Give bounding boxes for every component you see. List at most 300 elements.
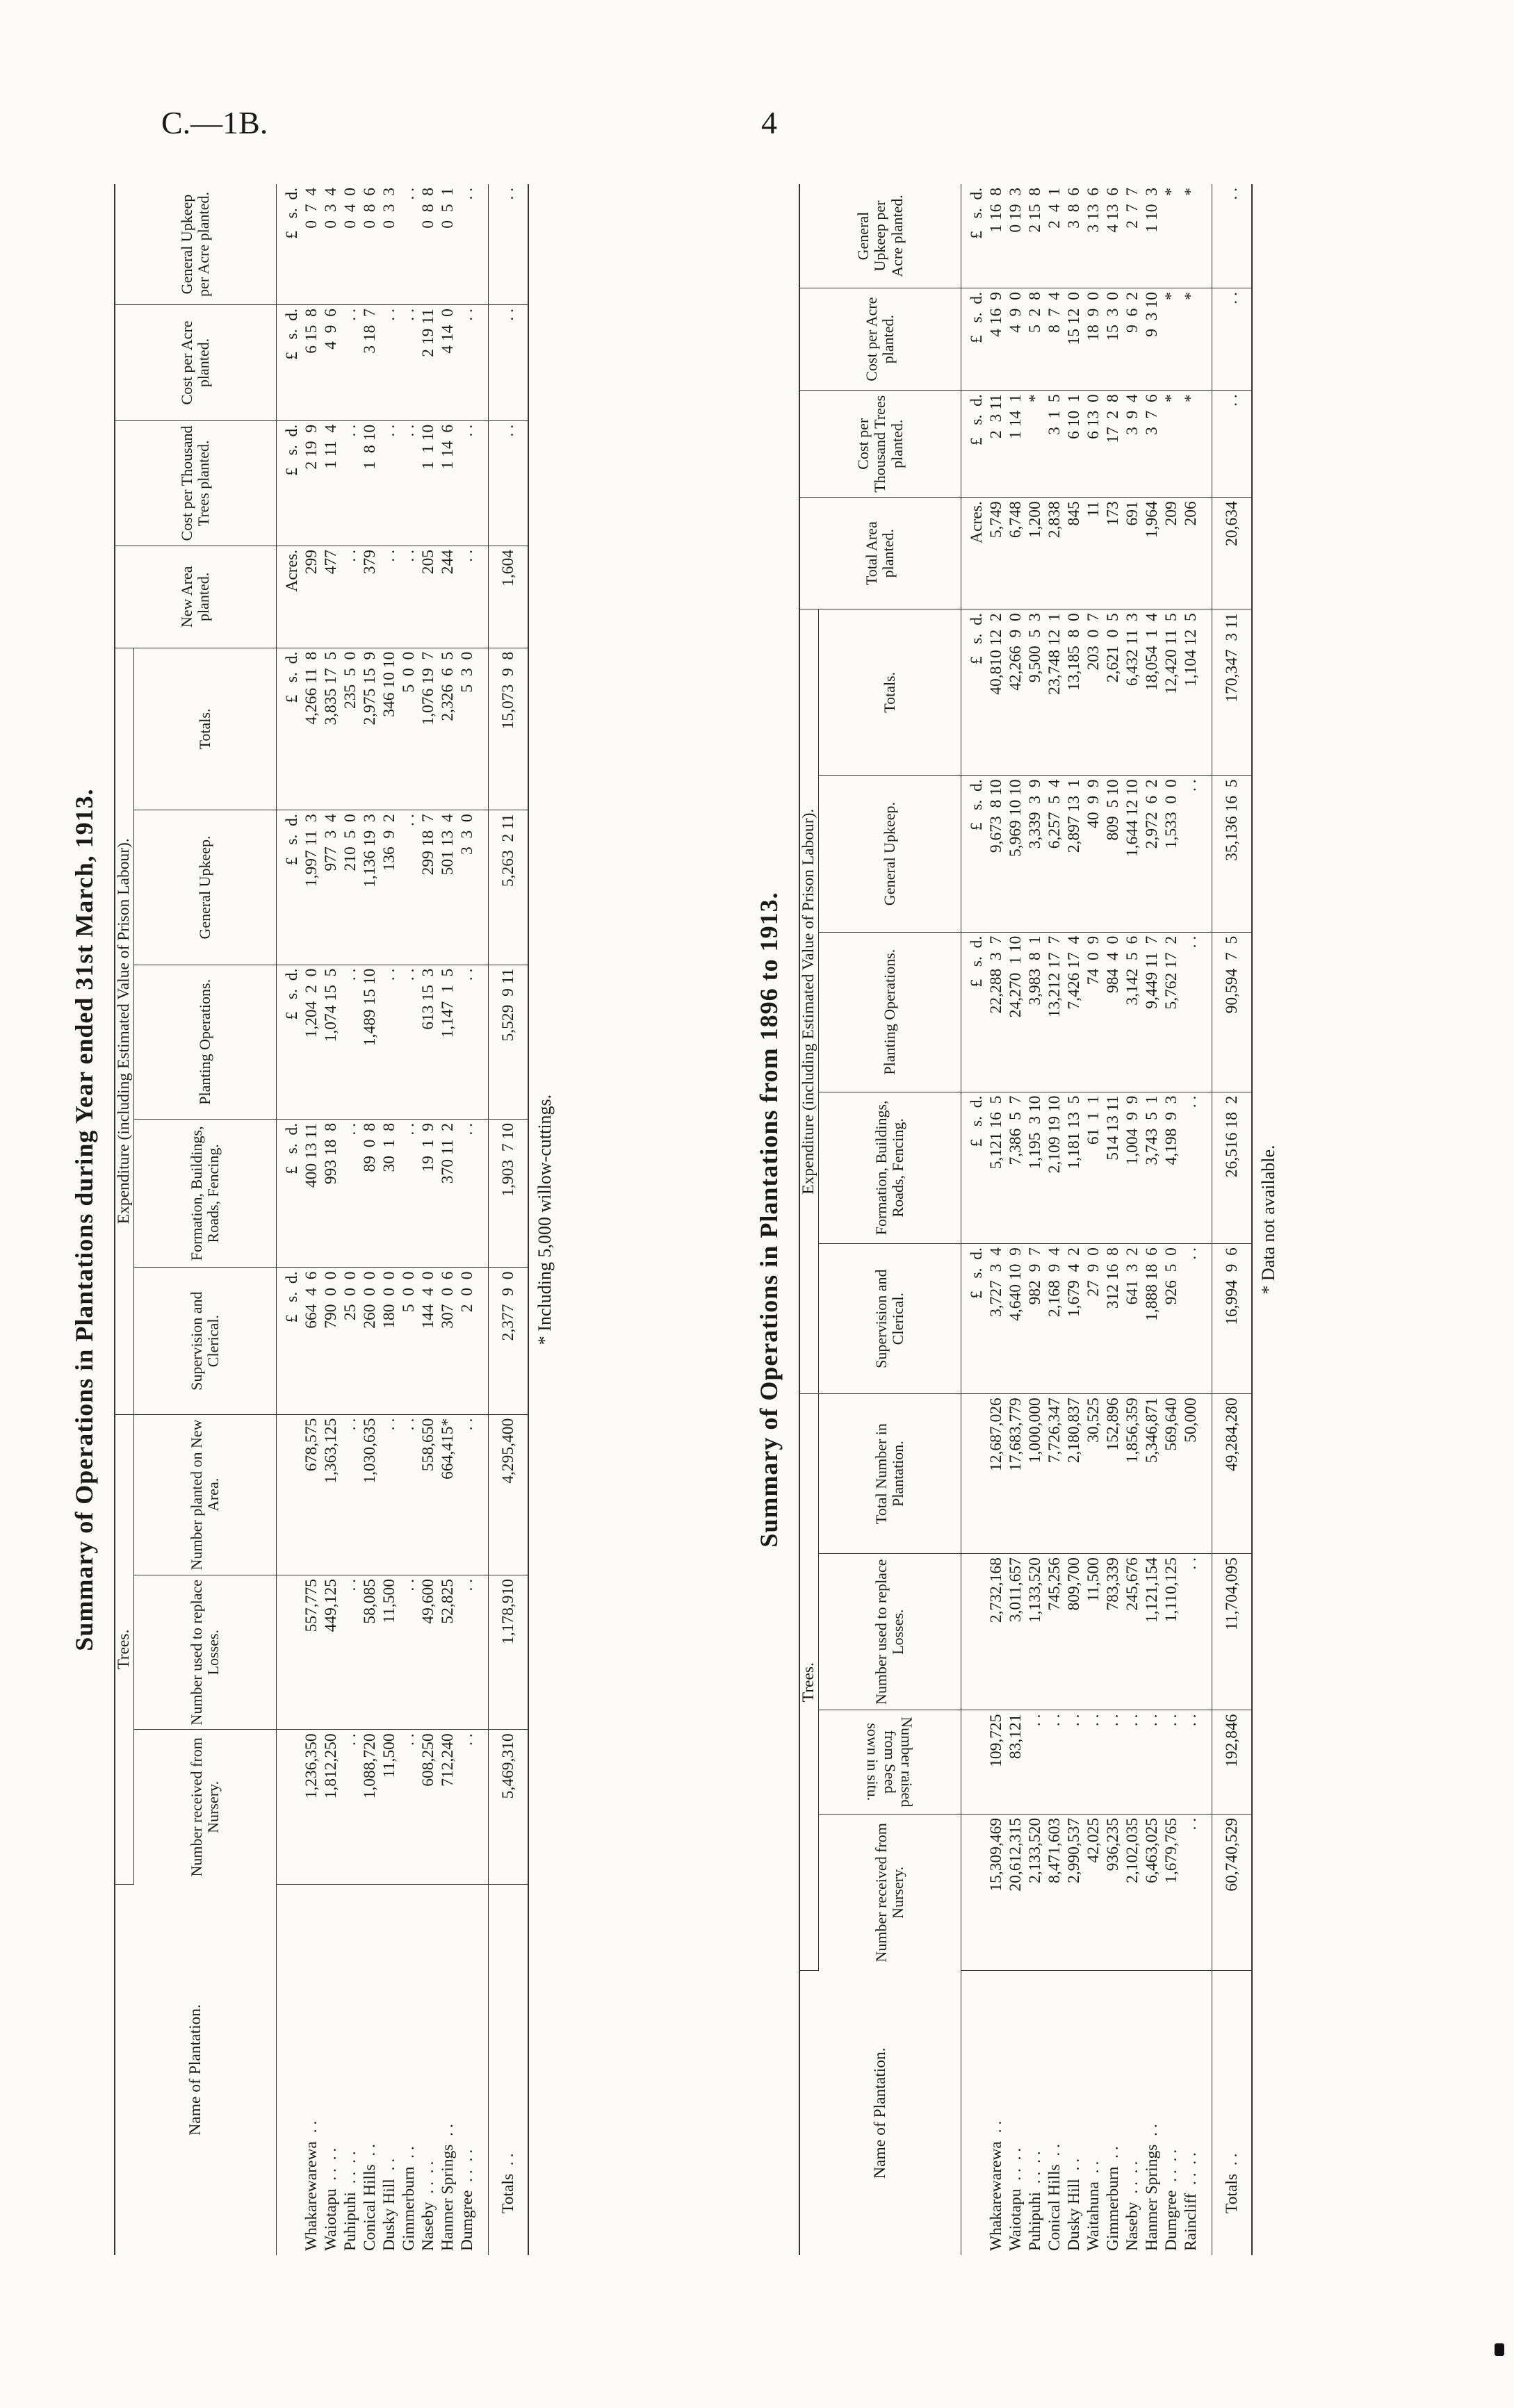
table-cell: 2,621 0 5 bbox=[1103, 609, 1123, 776]
totals-cell: 170,347 3 11 bbox=[1212, 609, 1252, 776]
table-cell: . . bbox=[380, 965, 399, 1119]
table-cell: . . bbox=[457, 546, 489, 648]
cumulative-summary-section bbox=[754, 184, 1279, 2255]
table-cell: 0 4 0 bbox=[341, 184, 360, 305]
plantation-name: Puhipuhi . . . . bbox=[341, 2151, 359, 2251]
table-row bbox=[302, 184, 321, 2255]
table-cell: 30,525 bbox=[1084, 1394, 1103, 1554]
table-row bbox=[1045, 184, 1064, 2255]
table-cell: . . bbox=[1142, 1710, 1162, 1814]
table-cell: 641 3 2 bbox=[1123, 1244, 1142, 1394]
table-cell: 52,825 bbox=[438, 1575, 457, 1730]
table-cell: 1,088,720 bbox=[360, 1730, 380, 1884]
table-cell: 558,650 bbox=[418, 1414, 438, 1575]
totals-cell: . . bbox=[1212, 184, 1252, 288]
col-header: Planting Operations. bbox=[133, 965, 276, 1119]
plantation-name: Puhipuhi . . . . bbox=[1025, 2151, 1044, 2251]
table-cell: . . bbox=[457, 420, 489, 546]
table-cell: * bbox=[1181, 184, 1212, 288]
table-cell: 7,426 17 4 bbox=[1064, 932, 1084, 1092]
table-cell: . . bbox=[1181, 1092, 1212, 1243]
table-cell: 2,326 6 5 bbox=[438, 648, 457, 810]
totals-cell: . . bbox=[488, 184, 528, 305]
table-cell: 2 15 8 bbox=[1025, 184, 1045, 288]
table-cell: 12,420 11 5 bbox=[1162, 609, 1181, 776]
table-cell: 1,856,359 bbox=[1123, 1394, 1142, 1554]
table-cell: 569,640 bbox=[1162, 1394, 1181, 1554]
totals-cell: 49,284,280 bbox=[1212, 1394, 1252, 1554]
table-cell: 1,181 13 5 bbox=[1064, 1092, 1084, 1243]
col-header-name: Name of Plantation. bbox=[799, 1971, 961, 2255]
table-cell: 2,897 13 1 bbox=[1064, 776, 1084, 932]
table-cell: * bbox=[1181, 391, 1212, 498]
table-row bbox=[418, 184, 438, 2255]
table-cell: 9,673 8 10 bbox=[986, 776, 1006, 932]
totals-label: Totals . . bbox=[1212, 1971, 1252, 2255]
margin-mark bbox=[1495, 2343, 1504, 2356]
table-cell: 13,185 8 0 bbox=[1064, 609, 1084, 776]
table-cell: 783,339 bbox=[1103, 1554, 1123, 1710]
unit-row bbox=[961, 184, 986, 2255]
table-cell: . . bbox=[380, 546, 399, 648]
table-cell: 449,125 bbox=[321, 1575, 341, 1730]
table-cell: 5 3 0 bbox=[457, 648, 489, 810]
table-cell: . . bbox=[399, 810, 418, 965]
table-row bbox=[1006, 184, 1025, 2255]
cumulative-table-title: Summary of Operations in Plantations from 1896 to 1913. bbox=[755, 892, 783, 1548]
unit-cell bbox=[961, 1710, 986, 1814]
table-cell: 2 19 11 bbox=[418, 305, 438, 421]
unit-cell: £ s. d. bbox=[961, 288, 986, 391]
table-cell: 152,896 bbox=[1103, 1394, 1123, 1554]
table-cell: . . bbox=[1181, 1554, 1212, 1710]
table-cell: 691 bbox=[1123, 498, 1142, 609]
table-cell: . . bbox=[457, 1120, 489, 1268]
table-cell: 982 9 7 bbox=[1025, 1244, 1045, 1394]
table-cell: 4 9 0 bbox=[1006, 288, 1025, 391]
unit-cell: £ s. d. bbox=[276, 420, 302, 546]
unit-cell: £ s. d. bbox=[276, 305, 302, 421]
table-cell: . . bbox=[1103, 1710, 1123, 1814]
table-cell: 1,133,520 bbox=[1025, 1554, 1045, 1710]
unit-cell: £ s. d. bbox=[276, 1268, 302, 1414]
cumulative-summary-table bbox=[799, 184, 1253, 2255]
page-code: C.—1B. bbox=[161, 105, 268, 140]
table-cell: 15,309,469 bbox=[986, 1814, 1006, 1970]
col-header: Totals. bbox=[133, 648, 276, 810]
table-cell: 11,500 bbox=[380, 1575, 399, 1730]
table-cell: 0 19 3 bbox=[1006, 184, 1025, 288]
table-cell: 11,500 bbox=[1084, 1554, 1103, 1710]
unit-cell: £ s. d. bbox=[276, 810, 302, 965]
table-cell: 22,288 3 7 bbox=[986, 932, 1006, 1092]
table-cell: . . bbox=[457, 1730, 489, 1884]
totals-cell: . . bbox=[1212, 391, 1252, 498]
table-cell: 4 9 6 bbox=[321, 305, 341, 421]
table-cell: 23,748 12 1 bbox=[1045, 609, 1064, 776]
table-cell: 49,600 bbox=[418, 1575, 438, 1730]
col-header: Number planted on New Area. bbox=[133, 1414, 276, 1575]
table-cell: 42,266 9 0 bbox=[1006, 609, 1025, 776]
table-cell: 5,749 bbox=[986, 498, 1006, 609]
totals-cell: 11,704,095 bbox=[1212, 1554, 1252, 1710]
table-cell: 6 10 1 bbox=[1064, 391, 1084, 498]
table-cell: * bbox=[1181, 288, 1212, 391]
table-cell: 209 bbox=[1162, 498, 1181, 609]
table-cell: 1,121,154 bbox=[1142, 1554, 1162, 1710]
unit-cell: £ s. d. bbox=[276, 184, 302, 305]
table-cell: 1,195 3 10 bbox=[1025, 1092, 1045, 1243]
unit-cell bbox=[276, 1414, 302, 1575]
table-cell: 712,240 bbox=[438, 1730, 457, 1884]
plantation-name: Hanmer Springs . . bbox=[1142, 2124, 1161, 2251]
table-cell: 9 3 10 bbox=[1142, 288, 1162, 391]
table-cell: 83,121 bbox=[1006, 1710, 1025, 1814]
table-cell: 5,762 17 2 bbox=[1162, 932, 1181, 1092]
plantation-name: Waiotapu . . . . bbox=[321, 2147, 340, 2251]
table-cell: 19 1 9 bbox=[418, 1120, 438, 1268]
table-cell: 346 10 10 bbox=[380, 648, 399, 810]
table-cell: 1,964 bbox=[1142, 498, 1162, 609]
table-cell: 3,727 3 4 bbox=[986, 1244, 1006, 1394]
table-cell: 11,500 bbox=[380, 1730, 399, 1884]
table-cell: 0 8 6 bbox=[360, 184, 380, 305]
unit-cell bbox=[276, 1575, 302, 1730]
table-cell: . . bbox=[341, 546, 360, 648]
table-cell: 2,990,537 bbox=[1064, 1814, 1084, 1970]
table-cell: 370 11 2 bbox=[438, 1120, 457, 1268]
table-row bbox=[1123, 184, 1142, 2255]
table-cell: 3,743 5 1 bbox=[1142, 1092, 1162, 1243]
table-cell: 3 3 0 bbox=[457, 810, 489, 965]
unit-cell: £ s. d. bbox=[276, 648, 302, 810]
table-cell: 1 14 1 bbox=[1006, 391, 1025, 498]
table-cell: 1,888 18 6 bbox=[1142, 1244, 1162, 1394]
table-cell: 89 0 8 bbox=[360, 1120, 380, 1268]
col-header: Cost per Thousand Trees planted. bbox=[115, 420, 276, 546]
table-cell: 206 bbox=[1181, 498, 1212, 609]
table-cell: 2,972 6 2 bbox=[1142, 776, 1162, 932]
totals-cell: 5,469,310 bbox=[488, 1730, 528, 1884]
year-summary-section bbox=[70, 184, 555, 2255]
unit-cell: £ s. d. bbox=[961, 609, 986, 776]
table-cell: . . bbox=[341, 1575, 360, 1730]
table-cell: 845 bbox=[1064, 498, 1084, 609]
table-cell: * bbox=[1025, 391, 1045, 498]
table-row bbox=[1103, 184, 1123, 2255]
table-cell: 379 bbox=[360, 546, 380, 648]
table-cell: 5 0 0 bbox=[399, 1268, 418, 1414]
table-row bbox=[360, 184, 380, 2255]
table-cell: 2,102,035 bbox=[1123, 1814, 1142, 1970]
table-cell: 13,212 17 7 bbox=[1045, 932, 1064, 1092]
table-cell: 1 14 6 bbox=[438, 420, 457, 546]
table-cell: 2,168 9 4 bbox=[1045, 1244, 1064, 1394]
unit-cell bbox=[961, 1971, 986, 2255]
table-cell: 557,775 bbox=[302, 1575, 321, 1730]
table-cell: . . bbox=[341, 965, 360, 1119]
table-cell: . . bbox=[399, 1730, 418, 1884]
totals-cell: . . bbox=[488, 420, 528, 546]
col-header: Number received from Nursery. bbox=[133, 1730, 276, 1884]
table-cell: 1,000,000 bbox=[1025, 1394, 1045, 1554]
table-cell: . . bbox=[1162, 1710, 1181, 1814]
table-cell: 7,386 5 7 bbox=[1006, 1092, 1025, 1243]
plantation-name: Dusky Hill . . bbox=[1064, 2158, 1083, 2251]
table-cell: 18,054 1 4 bbox=[1142, 609, 1162, 776]
table-row bbox=[321, 184, 341, 2255]
table-cell: . . bbox=[399, 184, 418, 305]
col-header-name: Name of Plantation. bbox=[115, 1884, 276, 2255]
totals-cell: 15,073 9 8 bbox=[488, 648, 528, 810]
table-cell: 40,810 12 2 bbox=[986, 609, 1006, 776]
table-cell: 1,679,765 bbox=[1162, 1814, 1181, 1970]
table-cell: 2,180,837 bbox=[1064, 1394, 1084, 1554]
table-cell: 1,200 bbox=[1025, 498, 1045, 609]
totals-cell: 5,529 9 11 bbox=[488, 965, 528, 1119]
table-cell: 809 5 10 bbox=[1103, 776, 1123, 932]
group-header-expenditure: Expenditure (including Estimated Value of Prison Labour). bbox=[799, 609, 818, 1394]
plantation-name: Conical Hills . . bbox=[360, 2143, 379, 2251]
totals-row bbox=[1212, 184, 1252, 2255]
table-cell: 312 16 8 bbox=[1103, 1244, 1123, 1394]
table-cell: 608,250 bbox=[418, 1730, 438, 1884]
table-cell: 1 8 10 bbox=[360, 420, 380, 546]
table-cell: 0 8 8 bbox=[418, 184, 438, 305]
table-cell: 1,074 15 5 bbox=[321, 965, 341, 1119]
table-cell: 926 5 0 bbox=[1162, 1244, 1181, 1394]
totals-cell: 5,263 2 11 bbox=[488, 810, 528, 965]
table-cell: 299 bbox=[302, 546, 321, 648]
totals-cell: . . bbox=[1212, 288, 1252, 391]
table-cell: 1,489 15 10 bbox=[360, 965, 380, 1119]
table-cell: 4 13 6 bbox=[1103, 184, 1123, 288]
table-cell: 30 1 8 bbox=[380, 1120, 399, 1268]
table-cell: 3 7 6 bbox=[1142, 391, 1162, 498]
unit-cell: £ s. d. bbox=[961, 391, 986, 498]
unit-cell: £ s. d. bbox=[276, 1120, 302, 1268]
table-cell: . . bbox=[399, 1120, 418, 1268]
table-cell: 1,997 11 3 bbox=[302, 810, 321, 965]
table-cell: 2,838 bbox=[1045, 498, 1064, 609]
table-cell: 17 2 8 bbox=[1103, 391, 1123, 498]
table-cell: . . bbox=[1181, 1244, 1212, 1394]
table-cell: 3 18 7 bbox=[360, 305, 380, 421]
table-row bbox=[1181, 184, 1212, 2255]
table-cell: * bbox=[1162, 184, 1181, 288]
table-cell: 299 18 7 bbox=[418, 810, 438, 965]
table-cell: . . bbox=[341, 1120, 360, 1268]
table-cell: 3 8 6 bbox=[1064, 184, 1084, 288]
table-cell: 0 3 4 bbox=[321, 184, 341, 305]
table-cell: 6 15 8 bbox=[302, 305, 321, 421]
col-header: Cost per Thousand Trees planted. bbox=[799, 391, 961, 498]
table-cell: 27 9 0 bbox=[1084, 1244, 1103, 1394]
totals-cell: 90,594 7 5 bbox=[1212, 932, 1252, 1092]
table-cell: . . bbox=[399, 305, 418, 421]
table-cell: 664,415* bbox=[438, 1414, 457, 1575]
table-cell: 1,104 12 5 bbox=[1181, 609, 1212, 776]
table-cell: 1,533 0 0 bbox=[1162, 776, 1181, 932]
table-cell: . . bbox=[399, 965, 418, 1119]
table-cell: 1 11 4 bbox=[321, 420, 341, 546]
table-cell: . . bbox=[1123, 1710, 1142, 1814]
col-header: Supervision and Clerical. bbox=[133, 1268, 276, 1414]
table-cell: 4 16 9 bbox=[986, 288, 1006, 391]
table-cell: 2 0 0 bbox=[457, 1268, 489, 1414]
table-cell: 0 5 1 bbox=[438, 184, 457, 305]
group-header-expenditure: Expenditure (including Estimated Value of Prison Labour). bbox=[115, 648, 133, 1414]
table-cell: 3,835 17 5 bbox=[321, 648, 341, 810]
table-cell: 790 0 0 bbox=[321, 1268, 341, 1414]
col-header: General Upkeep. bbox=[818, 776, 961, 932]
table-cell: . . bbox=[1045, 1710, 1064, 1814]
table-cell: . . bbox=[457, 1414, 489, 1575]
col-header: Total Number in Plantation. bbox=[818, 1394, 961, 1554]
table-cell: 9 6 2 bbox=[1123, 288, 1142, 391]
plantation-name: Raincliff . . . . bbox=[1181, 2152, 1200, 2251]
col-header: New Area planted. bbox=[115, 546, 276, 648]
table-cell: 4,640 10 9 bbox=[1006, 1244, 1025, 1394]
table-cell: 74 0 9 bbox=[1084, 932, 1103, 1092]
table-cell: 18 9 0 bbox=[1084, 288, 1103, 391]
table-cell: 7,726,347 bbox=[1045, 1394, 1064, 1554]
col-header: Number raised from Seed sown in situ. bbox=[818, 1710, 961, 1814]
table-row bbox=[399, 184, 418, 2255]
table-cell: 1,076 19 7 bbox=[418, 648, 438, 810]
table-cell: * bbox=[1162, 288, 1181, 391]
table-cell: 745,256 bbox=[1045, 1554, 1064, 1710]
table-row bbox=[1084, 184, 1103, 2255]
table-cell: 2 19 9 bbox=[302, 420, 321, 546]
table-cell: 477 bbox=[321, 546, 341, 648]
table-cell: 1,812,250 bbox=[321, 1730, 341, 1884]
table-cell: 6 13 0 bbox=[1084, 391, 1103, 498]
totals-cell: 60,740,529 bbox=[1212, 1814, 1252, 1970]
plantation-name: Conical Hills . . bbox=[1045, 2143, 1064, 2251]
table-cell: . . bbox=[1084, 1710, 1103, 1814]
plantation-name: Hanmer Springs . . bbox=[438, 2124, 457, 2251]
unit-cell: £ s. d. bbox=[961, 932, 986, 1092]
unit-cell: £ s. d. bbox=[961, 1092, 986, 1243]
col-header: Total Area planted. bbox=[799, 498, 961, 609]
totals-cell: 1,903 7 10 bbox=[488, 1120, 528, 1268]
table-cell: 136 9 2 bbox=[380, 810, 399, 965]
totals-label: Totals . . bbox=[488, 1884, 528, 2255]
table-cell: 3,011,657 bbox=[1006, 1554, 1025, 1710]
table-cell: 61 1 1 bbox=[1084, 1092, 1103, 1243]
table-cell: 8 7 4 bbox=[1045, 288, 1064, 391]
plantation-name: Dumgree . . . . bbox=[1162, 2149, 1180, 2251]
table-cell: 2,975 15 9 bbox=[360, 648, 380, 810]
totals-cell: . . bbox=[488, 305, 528, 421]
table-cell: . . bbox=[380, 420, 399, 546]
table-cell: 0 7 4 bbox=[302, 184, 321, 305]
table-cell: 1,136 19 3 bbox=[360, 810, 380, 965]
unit-cell: £ s. d. bbox=[961, 184, 986, 288]
col-header: Cost per Acre planted. bbox=[799, 288, 961, 391]
table-cell: 260 0 0 bbox=[360, 1268, 380, 1414]
table-cell: 5,346,871 bbox=[1142, 1394, 1162, 1554]
plantation-name: Waiotapu . . . . bbox=[1006, 2147, 1025, 2251]
table-cell: 4,198 9 3 bbox=[1162, 1092, 1181, 1243]
col-header: Formation, Buildings, Roads, Fencing. bbox=[133, 1120, 276, 1268]
table-row bbox=[457, 184, 489, 2255]
table-row bbox=[1025, 184, 1045, 2255]
unit-cell bbox=[961, 1814, 986, 1970]
col-header: Formation, Buildings, Roads, Fencing. bbox=[818, 1092, 961, 1243]
table-cell: 17,683,779 bbox=[1006, 1394, 1025, 1554]
unit-row bbox=[276, 184, 302, 2255]
table-cell: 8,471,603 bbox=[1045, 1814, 1064, 1970]
table-cell: 25 0 0 bbox=[341, 1268, 360, 1414]
year-summary-table bbox=[114, 184, 529, 2255]
table-cell: . . bbox=[1181, 932, 1212, 1092]
table-cell: 245,676 bbox=[1123, 1554, 1142, 1710]
table-cell: 3 13 6 bbox=[1084, 184, 1103, 288]
col-header: General Upkeep. bbox=[133, 810, 276, 965]
table-cell: 210 5 0 bbox=[341, 810, 360, 965]
table-cell: 144 4 0 bbox=[418, 1268, 438, 1414]
table-cell: . . bbox=[1064, 1710, 1084, 1814]
year-table-footnote: * Including 5,000 willow-cuttings. bbox=[534, 1094, 555, 1345]
table-cell: 109,725 bbox=[986, 1710, 1006, 1814]
plantation-name: Whakarewarewa . . bbox=[986, 2120, 1005, 2251]
unit-cell bbox=[961, 1394, 986, 1554]
table-cell: 993 18 8 bbox=[321, 1120, 341, 1268]
col-header: Number used to replace Losses. bbox=[133, 1575, 276, 1730]
totals-cell: 16,994 9 6 bbox=[1212, 1244, 1252, 1394]
table-cell: 1,679 4 2 bbox=[1064, 1244, 1084, 1394]
table-cell: 15 12 0 bbox=[1064, 288, 1084, 391]
unit-cell: Acres. bbox=[961, 498, 986, 609]
totals-cell: 35,136 16 5 bbox=[1212, 776, 1252, 932]
table-cell: 613 15 3 bbox=[418, 965, 438, 1119]
table-cell: 203 0 7 bbox=[1084, 609, 1103, 776]
table-cell: 1,204 2 0 bbox=[302, 965, 321, 1119]
table-cell: 1 10 3 bbox=[1142, 184, 1162, 288]
table-row bbox=[341, 184, 360, 2255]
group-header-trees: Trees. bbox=[799, 1394, 818, 1971]
year-table-title: Summary of Operations in Plantations during Year ended 31st March, 1913. bbox=[70, 788, 98, 1651]
table-cell: . . bbox=[380, 305, 399, 421]
table-cell: . . bbox=[341, 1414, 360, 1575]
table-cell: 2 7 7 bbox=[1123, 184, 1142, 288]
table-row bbox=[1162, 184, 1181, 2255]
table-cell: 2,732,168 bbox=[986, 1554, 1006, 1710]
table-cell: . . bbox=[399, 1414, 418, 1575]
table-cell: 6,748 bbox=[1006, 498, 1025, 609]
table-cell: 678,575 bbox=[302, 1414, 321, 1575]
table-cell: 501 13 4 bbox=[438, 810, 457, 965]
table-cell: 3,983 8 1 bbox=[1025, 932, 1045, 1092]
table-cell: 1,236,350 bbox=[302, 1730, 321, 1884]
plantation-name: Waitahuna . . bbox=[1084, 2161, 1102, 2251]
table-cell: 180 0 0 bbox=[380, 1268, 399, 1414]
totals-cell: 26,516 18 2 bbox=[1212, 1092, 1252, 1243]
table-cell: 1 16 8 bbox=[986, 184, 1006, 288]
plantation-name: Naseby . . . . bbox=[418, 2161, 437, 2251]
table-row bbox=[1064, 184, 1084, 2255]
unit-cell: £ s. d. bbox=[961, 776, 986, 932]
table-cell: 244 bbox=[438, 546, 457, 648]
table-row bbox=[986, 184, 1006, 2255]
plantation-name: Dusky Hill . . bbox=[380, 2158, 398, 2251]
table-cell: 11 bbox=[1084, 498, 1103, 609]
table-cell: 12,687,026 bbox=[986, 1394, 1006, 1554]
table-cell: 6,463,025 bbox=[1142, 1814, 1162, 1970]
table-cell: 235 5 0 bbox=[341, 648, 360, 810]
